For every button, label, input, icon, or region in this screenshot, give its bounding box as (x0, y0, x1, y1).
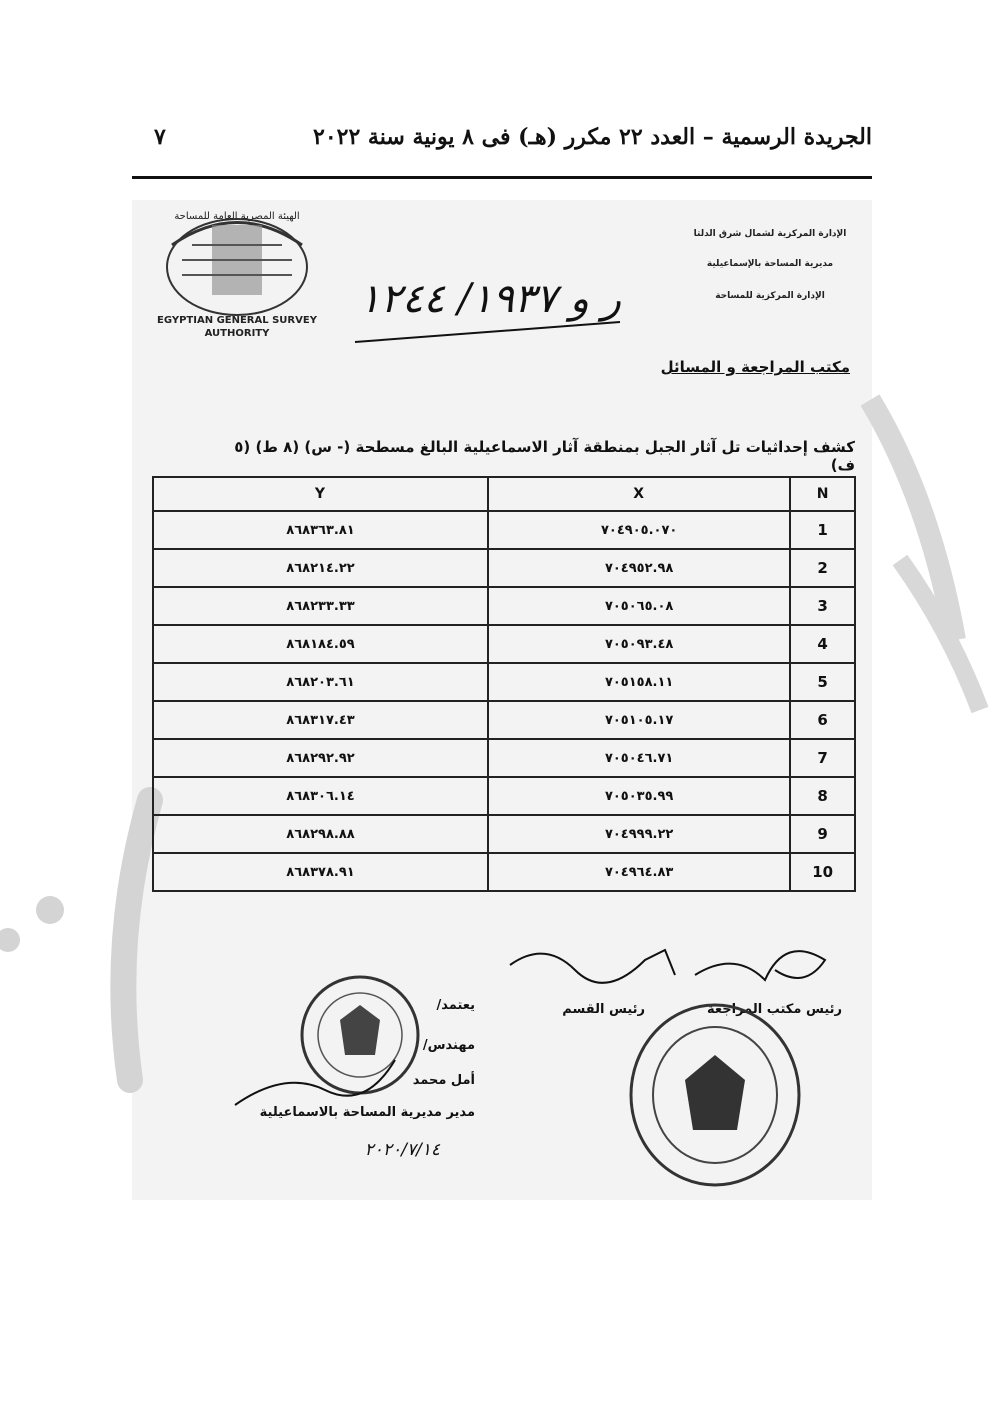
handwritten-signatures-icon (505, 930, 845, 1000)
director-name: أمل محمد (412, 1073, 475, 1088)
cell-n: 3 (790, 587, 855, 625)
cell-x: ٧٠٥١٠٥.١٧ (488, 701, 790, 739)
cell-x: ٧٠٥٠٤٦.٧١ (488, 739, 790, 777)
logo-arabic-text: الهيئة المصرية العامة للمساحة (174, 211, 300, 222)
cell-y: ٨٦٨٣٠٦.١٤ (153, 777, 488, 815)
cell-x: ٧٠٥١٥٨.١١ (488, 663, 790, 701)
cell-n: 7 (790, 739, 855, 777)
cell-n: 1 (790, 511, 855, 549)
ref-number-text: ر و ١٩٣٧/ ١٢٤٤ (358, 276, 622, 322)
approval-label: يعتمد/ (436, 998, 475, 1013)
cell-x: ٧٠٥٠٣٥.٩٩ (488, 777, 790, 815)
cell-y: ٨٦٨٢٩٨.٨٨ (153, 815, 488, 853)
cell-n: 10 (790, 853, 855, 891)
cell-x: ٧٠٤٩٥٢.٩٨ (488, 549, 790, 587)
gazette-title: الجريدة الرسمية – العدد ٢٢ مكرر (هـ) فى ٨ يونية سنة ٢٠٢٢ (313, 124, 872, 150)
cell-x: ٧٠٥٠٦٥.٠٨ (488, 587, 790, 625)
cell-y: ٨٦٨٣٦٣.٨١ (153, 511, 488, 549)
handwritten-reference-number (350, 262, 630, 352)
egyptian-survey-logo-icon (152, 205, 322, 340)
page-number: ٧ (154, 124, 166, 150)
table-row (153, 511, 855, 549)
table-row (153, 625, 855, 663)
gazette-header (132, 118, 872, 168)
header-n: N (790, 477, 855, 511)
stamp-line3: الإدارة المركزية للمساحة (715, 291, 825, 301)
table-row (153, 549, 855, 587)
cell-n: 4 (790, 625, 855, 663)
table-row (153, 853, 855, 891)
table-row (153, 587, 855, 625)
table-header-row (153, 477, 855, 511)
cell-y: ٨٦٨٢٣٣.٣٣ (153, 587, 488, 625)
cell-y: ٨٦٨٣٧٨.٩١ (153, 853, 488, 891)
cell-y: ٨٦٨٢١٤.٢٢ (153, 549, 488, 587)
cell-n: 8 (790, 777, 855, 815)
cell-y: ٨٦٨٣١٧.٤٣ (153, 701, 488, 739)
coordinates-table (152, 476, 856, 892)
stamp-line2: مديرية المساحة بالإسماعيلية (706, 259, 834, 269)
cell-y: ٨٦٨١٨٤.٥٩ (153, 625, 488, 663)
reviewer-title: رئيس مكتب المراجعة (707, 1002, 842, 1017)
cell-n: 2 (790, 549, 855, 587)
cell-x: ٧٠٤٩٦٤.٨٣ (488, 853, 790, 891)
cell-x: ٧٠٤٩٠٥.٠٧٠ (488, 511, 790, 549)
cell-x: ٧٠٥٠٩٣.٤٨ (488, 625, 790, 663)
table-row (153, 701, 855, 739)
director-signature-icon (225, 1050, 405, 1120)
table-row (153, 739, 855, 777)
header-divider (132, 176, 872, 179)
department-heading: مكتب المراجعة و المسائل (660, 358, 850, 376)
cell-n: 5 (790, 663, 855, 701)
office-stamp-icon (690, 208, 850, 318)
stamp-line1: الإدارة المركزية لشمال شرق الدلتا (693, 229, 847, 239)
logo-english-line2: AUTHORITY (204, 328, 270, 339)
cell-x: ٧٠٤٩٩٩.٢٢ (488, 815, 790, 853)
director-title: مدير مديرية المساحة بالاسماعيلية (259, 1105, 475, 1120)
document-title: كشف إحداثيات تل آثار الجبل بمنطقة آثار الاسماعيلية البالغ مسطحة (- س) (٨ ط) (٥ ف) (234, 438, 855, 474)
handwritten-date: ٢٠٢٠/٧/١٤ (364, 1140, 440, 1160)
table-row (153, 777, 855, 815)
cell-n: 6 (790, 701, 855, 739)
eagle-seal-icon (625, 1000, 805, 1190)
cell-n: 9 (790, 815, 855, 853)
cell-y: ٨٦٨٢٠٣.٦١ (153, 663, 488, 701)
header-y: Y (153, 477, 488, 511)
logo-english-line1: EGYPTIAN GENERAL SURVEY (157, 315, 317, 326)
table-row (153, 663, 855, 701)
section-head-title: رئيس القسم (562, 1002, 645, 1017)
table-row (153, 815, 855, 853)
header-x: X (488, 477, 790, 511)
cell-y: ٨٦٨٢٩٢.٩٢ (153, 739, 488, 777)
engineer-label: مهندس/ (422, 1038, 475, 1053)
signature-area (130, 930, 870, 1200)
